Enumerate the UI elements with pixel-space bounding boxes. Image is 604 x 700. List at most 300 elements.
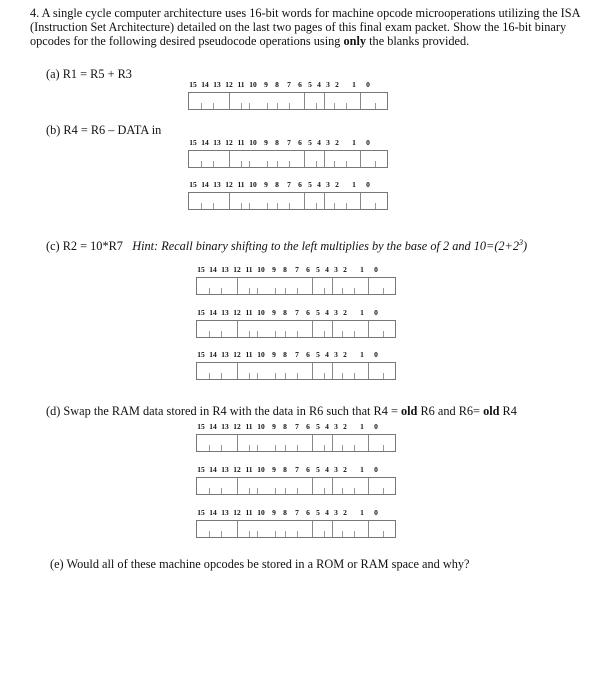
- bit-number: 13: [221, 508, 229, 517]
- opcode-word-d1: [196, 422, 396, 456]
- field-divider: [237, 363, 238, 379]
- opcode-word-c2: [196, 308, 396, 342]
- bit-number: 1: [360, 508, 364, 517]
- bit-number: 8: [283, 265, 287, 274]
- opcode-answer-box[interactable]: [188, 192, 388, 210]
- bit-number: 13: [221, 465, 229, 474]
- field-divider: [229, 193, 230, 209]
- bit-number: 12: [233, 465, 241, 474]
- part-c-text: (c) R2 = 10*R7: [46, 239, 123, 254]
- bit-divider: [354, 445, 355, 451]
- bit-number: 1: [352, 180, 356, 189]
- bit-number-header: [196, 465, 396, 475]
- bit-divider: [249, 531, 250, 537]
- field-divider: [332, 521, 333, 537]
- field-divider: [332, 321, 333, 337]
- bit-number: 11: [245, 308, 253, 317]
- bit-divider: [209, 288, 210, 294]
- field-divider: [368, 278, 369, 294]
- bit-number: 2: [343, 508, 347, 517]
- bit-number: 5: [308, 180, 312, 189]
- field-divider: [368, 521, 369, 537]
- bit-divider: [354, 288, 355, 294]
- bit-divider: [209, 331, 210, 337]
- bit-number: 11: [237, 180, 245, 189]
- bit-number-header: [196, 422, 396, 432]
- bit-divider: [285, 488, 286, 494]
- field-divider: [237, 478, 238, 494]
- part-c-hint-exponent: 3: [519, 238, 524, 247]
- bit-number: 1: [360, 422, 364, 431]
- bit-divider: [285, 288, 286, 294]
- bit-number: 6: [306, 422, 310, 431]
- part-c-hint-text: Hint: Recall binary shifting to the left multiplies by the base of 2 and 10=(2+2: [132, 239, 520, 254]
- part-e-text: (e) Would all of these machine opcodes be stored in a ROM or RAM space and why?: [50, 557, 470, 571]
- bit-number: 2: [335, 180, 339, 189]
- bit-divider: [285, 331, 286, 337]
- bit-number: 14: [209, 508, 217, 517]
- bit-divider: [334, 103, 335, 109]
- bit-number-header: [196, 350, 396, 360]
- bit-number: 6: [298, 138, 302, 147]
- bit-number: 4: [325, 350, 329, 359]
- bit-number: 15: [197, 265, 205, 274]
- question-intro: [30, 6, 590, 48]
- bit-number: 4: [317, 138, 321, 147]
- part-c-hint: [132, 239, 527, 253]
- bit-number: 7: [295, 422, 299, 431]
- bit-number: 9: [264, 80, 268, 89]
- bit-number: 5: [316, 422, 320, 431]
- bit-number: 14: [209, 350, 217, 359]
- bit-number: 13: [213, 80, 221, 89]
- bit-number: 8: [283, 508, 287, 517]
- bit-divider: [324, 488, 325, 494]
- field-divider: [360, 151, 361, 167]
- bit-number: 11: [237, 80, 245, 89]
- bit-number: 8: [283, 422, 287, 431]
- bit-divider: [221, 531, 222, 537]
- bit-number: 8: [275, 180, 279, 189]
- bit-number-header: [196, 508, 396, 518]
- field-divider: [360, 93, 361, 109]
- bit-number: 10: [257, 508, 265, 517]
- field-divider: [324, 151, 325, 167]
- bit-divider: [289, 203, 290, 209]
- bit-number: 7: [287, 180, 291, 189]
- bit-divider: [383, 445, 384, 451]
- bit-divider: [297, 531, 298, 537]
- opcode-answer-box[interactable]: [196, 320, 396, 338]
- bit-number: 0: [374, 508, 378, 517]
- bit-number: 12: [233, 422, 241, 431]
- bit-number: 1: [360, 350, 364, 359]
- bit-number: 5: [316, 308, 320, 317]
- field-divider: [332, 363, 333, 379]
- bit-divider: [289, 103, 290, 109]
- bit-number: 12: [233, 265, 241, 274]
- bit-divider: [342, 488, 343, 494]
- bit-number: 7: [287, 80, 291, 89]
- bit-divider: [221, 488, 222, 494]
- bit-number: 0: [374, 422, 378, 431]
- opcode-answer-box[interactable]: [188, 150, 388, 168]
- bit-divider: [277, 203, 278, 209]
- bit-number: 3: [326, 80, 330, 89]
- bit-number: 14: [209, 308, 217, 317]
- bit-number: 7: [295, 265, 299, 274]
- bit-divider: [275, 331, 276, 337]
- opcode-word-b1: [188, 138, 388, 172]
- bit-divider: [354, 488, 355, 494]
- bit-divider: [221, 445, 222, 451]
- bit-divider: [221, 373, 222, 379]
- bit-number: 6: [306, 508, 310, 517]
- bit-number: 2: [343, 422, 347, 431]
- field-divider: [229, 151, 230, 167]
- bit-number: 13: [213, 180, 221, 189]
- bit-divider: [209, 445, 210, 451]
- bit-number: 15: [189, 80, 197, 89]
- field-divider: [304, 193, 305, 209]
- bit-divider: [209, 488, 210, 494]
- bit-number: 2: [335, 80, 339, 89]
- bit-number: 12: [233, 350, 241, 359]
- field-divider: [324, 93, 325, 109]
- opcode-answer-box[interactable]: [196, 277, 396, 295]
- bit-divider: [285, 531, 286, 537]
- bit-divider: [342, 331, 343, 337]
- bit-number: 3: [334, 465, 338, 474]
- bit-divider: [324, 331, 325, 337]
- bit-number: 12: [233, 508, 241, 517]
- field-divider: [332, 278, 333, 294]
- opcode-answer-box[interactable]: [188, 92, 388, 110]
- bit-divider: [383, 331, 384, 337]
- bit-number: 14: [201, 180, 209, 189]
- bit-number: 11: [245, 465, 253, 474]
- bit-divider: [209, 373, 210, 379]
- part-e-label: [50, 557, 470, 571]
- bit-divider: [297, 288, 298, 294]
- bit-number: 5: [308, 80, 312, 89]
- bit-number: 0: [374, 308, 378, 317]
- bit-number: 4: [325, 265, 329, 274]
- bit-number: 11: [245, 422, 253, 431]
- bit-number: 13: [213, 138, 221, 147]
- field-divider: [237, 435, 238, 451]
- question-text: 4. A single cycle computer architecture uses 16-bit words for machine opcode microoperations utilizing the ISA (Instruction Set Architecture) detailed on the last two pages of this final exam packet. Show the 16-bit binary opcodes for the following desired pseudocode operations using: [30, 6, 580, 48]
- bit-number: 10: [257, 350, 265, 359]
- opcode-answer-box[interactable]: [196, 434, 396, 452]
- bit-divider: [375, 203, 376, 209]
- field-divider: [312, 278, 313, 294]
- bit-number: 14: [209, 422, 217, 431]
- opcode-word-d3: [196, 508, 396, 542]
- bit-number: 5: [316, 465, 320, 474]
- field-divider: [312, 478, 313, 494]
- part-a-label: [46, 67, 132, 81]
- bit-number: 7: [295, 308, 299, 317]
- field-divider: [237, 521, 238, 537]
- bit-divider: [324, 288, 325, 294]
- bit-number: 6: [298, 180, 302, 189]
- bit-number: 10: [257, 308, 265, 317]
- bit-number-header: [188, 80, 388, 90]
- bit-divider: [249, 103, 250, 109]
- field-divider: [312, 321, 313, 337]
- bit-divider: [249, 373, 250, 379]
- bit-divider: [267, 161, 268, 167]
- bit-number: 2: [335, 138, 339, 147]
- bit-number: 9: [272, 508, 276, 517]
- field-divider: [237, 321, 238, 337]
- bit-divider: [257, 331, 258, 337]
- bit-number: 9: [272, 422, 276, 431]
- bit-divider: [346, 161, 347, 167]
- bit-number: 4: [325, 308, 329, 317]
- bit-number: 9: [264, 180, 268, 189]
- bit-divider: [275, 445, 276, 451]
- bit-number: 3: [326, 138, 330, 147]
- field-divider: [312, 521, 313, 537]
- bit-number: 11: [245, 350, 253, 359]
- field-divider: [229, 93, 230, 109]
- part-c-hint-close: ): [523, 239, 528, 254]
- bit-number-header: [196, 265, 396, 275]
- bit-number: 2: [343, 265, 347, 274]
- bit-divider: [275, 531, 276, 537]
- bit-number: 6: [306, 265, 310, 274]
- bit-number: 14: [209, 265, 217, 274]
- bit-divider: [383, 288, 384, 294]
- bit-divider: [249, 331, 250, 337]
- bit-number: 12: [225, 138, 233, 147]
- part-b-text: (b) R4 = R6 – DATA in: [46, 123, 162, 137]
- bit-divider: [201, 103, 202, 109]
- bit-number: 4: [325, 508, 329, 517]
- bit-divider: [383, 373, 384, 379]
- part-a-text: (a) R1 = R5 + R3: [46, 67, 132, 81]
- bit-divider: [277, 161, 278, 167]
- bit-number: 10: [257, 265, 265, 274]
- bit-number: 8: [275, 80, 279, 89]
- bit-divider: [334, 161, 335, 167]
- field-divider: [324, 193, 325, 209]
- field-divider: [368, 321, 369, 337]
- bit-number: 13: [221, 422, 229, 431]
- bit-number: 8: [283, 308, 287, 317]
- bit-divider: [241, 161, 242, 167]
- opcode-answer-box[interactable]: [196, 362, 396, 380]
- bit-number: 12: [233, 308, 241, 317]
- bit-divider: [285, 445, 286, 451]
- part-d-label: [46, 404, 517, 418]
- bit-divider: [275, 488, 276, 494]
- part-d-emphasis-2: old: [483, 404, 500, 418]
- bit-divider: [375, 103, 376, 109]
- bit-divider: [316, 203, 317, 209]
- bit-divider: [213, 103, 214, 109]
- bit-number: 15: [189, 138, 197, 147]
- bit-number: 0: [366, 180, 370, 189]
- bit-divider: [257, 373, 258, 379]
- opcode-word-c1: [196, 265, 396, 299]
- bit-divider: [257, 288, 258, 294]
- bit-number: 13: [221, 308, 229, 317]
- bit-divider: [241, 203, 242, 209]
- bit-number: 15: [189, 180, 197, 189]
- bit-number: 13: [221, 350, 229, 359]
- part-d-emphasis-1: old: [400, 404, 418, 418]
- field-divider: [360, 193, 361, 209]
- bit-number: 3: [334, 308, 338, 317]
- bit-divider: [257, 531, 258, 537]
- bit-number: 9: [272, 350, 276, 359]
- bit-divider: [297, 488, 298, 494]
- bit-number: 15: [197, 308, 205, 317]
- bit-number: 1: [352, 138, 356, 147]
- field-divider: [368, 363, 369, 379]
- bit-number-header: [188, 138, 388, 148]
- opcode-word-c3: [196, 350, 396, 384]
- bit-divider: [342, 288, 343, 294]
- bit-divider: [297, 331, 298, 337]
- bit-divider: [201, 203, 202, 209]
- bit-divider: [267, 103, 268, 109]
- bit-divider: [213, 203, 214, 209]
- bit-number: 5: [316, 350, 320, 359]
- bit-number-header: [196, 308, 396, 318]
- field-divider: [332, 435, 333, 451]
- bit-number: 10: [257, 422, 265, 431]
- bit-number: 0: [374, 465, 378, 474]
- bit-divider: [201, 161, 202, 167]
- field-divider: [312, 363, 313, 379]
- bit-divider: [267, 203, 268, 209]
- bit-number: 9: [272, 308, 276, 317]
- bit-divider: [221, 288, 222, 294]
- bit-divider: [346, 103, 347, 109]
- bit-divider: [213, 161, 214, 167]
- field-divider: [332, 478, 333, 494]
- bit-number: 3: [334, 265, 338, 274]
- bit-number: 9: [272, 265, 276, 274]
- bit-number: 3: [334, 508, 338, 517]
- bit-number: 0: [374, 350, 378, 359]
- bit-number: 4: [325, 465, 329, 474]
- bit-number: 9: [272, 465, 276, 474]
- bit-number: 15: [197, 508, 205, 517]
- bit-number: 6: [306, 308, 310, 317]
- bit-number: 7: [295, 508, 299, 517]
- bit-number: 8: [283, 465, 287, 474]
- field-divider: [304, 93, 305, 109]
- bit-number: 1: [360, 465, 364, 474]
- bit-number: 4: [317, 180, 321, 189]
- bit-divider: [209, 531, 210, 537]
- bit-divider: [297, 445, 298, 451]
- bit-number: 3: [334, 422, 338, 431]
- bit-number-header: [188, 180, 388, 190]
- part-d-text: (d) Swap the RAM data stored in R4 with the data in R6 such that R4 =: [46, 404, 401, 418]
- field-divider: [368, 435, 369, 451]
- bit-divider: [354, 531, 355, 537]
- bit-number: 5: [316, 265, 320, 274]
- bit-number: 10: [249, 80, 257, 89]
- bit-divider: [275, 288, 276, 294]
- bit-number: 5: [316, 508, 320, 517]
- bit-divider: [257, 445, 258, 451]
- bit-divider: [249, 288, 250, 294]
- bit-number: 7: [295, 350, 299, 359]
- opcode-word-b2: [188, 180, 388, 214]
- bit-number: 1: [352, 80, 356, 89]
- bit-number: 14: [201, 138, 209, 147]
- bit-number: 12: [225, 80, 233, 89]
- part-b-label: [46, 123, 161, 137]
- bit-number: 1: [360, 308, 364, 317]
- bit-number: 6: [306, 350, 310, 359]
- field-divider: [237, 278, 238, 294]
- bit-divider: [285, 373, 286, 379]
- bit-number: 7: [287, 138, 291, 147]
- bit-divider: [221, 331, 222, 337]
- bit-number: 6: [298, 80, 302, 89]
- bit-divider: [383, 531, 384, 537]
- bit-divider: [324, 445, 325, 451]
- bit-divider: [383, 488, 384, 494]
- bit-number: 11: [237, 138, 245, 147]
- bit-number: 8: [275, 138, 279, 147]
- bit-divider: [354, 331, 355, 337]
- bit-number: 3: [334, 350, 338, 359]
- part-c-label: [46, 236, 527, 253]
- bit-divider: [249, 203, 250, 209]
- bit-number: 11: [245, 265, 253, 274]
- bit-divider: [324, 531, 325, 537]
- opcode-word-a1: [188, 80, 388, 114]
- bit-number: 10: [249, 138, 257, 147]
- bit-divider: [249, 445, 250, 451]
- bit-number: 13: [221, 265, 229, 274]
- bit-number: 10: [249, 180, 257, 189]
- bit-divider: [375, 161, 376, 167]
- bit-number: 3: [326, 180, 330, 189]
- bit-divider: [342, 531, 343, 537]
- bit-divider: [241, 103, 242, 109]
- field-divider: [304, 151, 305, 167]
- bit-divider: [275, 373, 276, 379]
- bit-divider: [249, 488, 250, 494]
- bit-divider: [277, 103, 278, 109]
- opcode-answer-box[interactable]: [196, 477, 396, 495]
- bit-number: 2: [343, 350, 347, 359]
- bit-divider: [354, 373, 355, 379]
- bit-divider: [342, 373, 343, 379]
- bit-divider: [324, 373, 325, 379]
- bit-number: 0: [366, 138, 370, 147]
- opcode-answer-box[interactable]: [196, 520, 396, 538]
- bit-divider: [316, 103, 317, 109]
- bit-number: 1: [360, 265, 364, 274]
- bit-number: 15: [197, 465, 205, 474]
- question-emphasis: only: [343, 34, 367, 48]
- bit-number: 0: [374, 265, 378, 274]
- bit-divider: [342, 445, 343, 451]
- bit-number: 10: [257, 465, 265, 474]
- question-text-end: the blanks provided.: [366, 34, 470, 48]
